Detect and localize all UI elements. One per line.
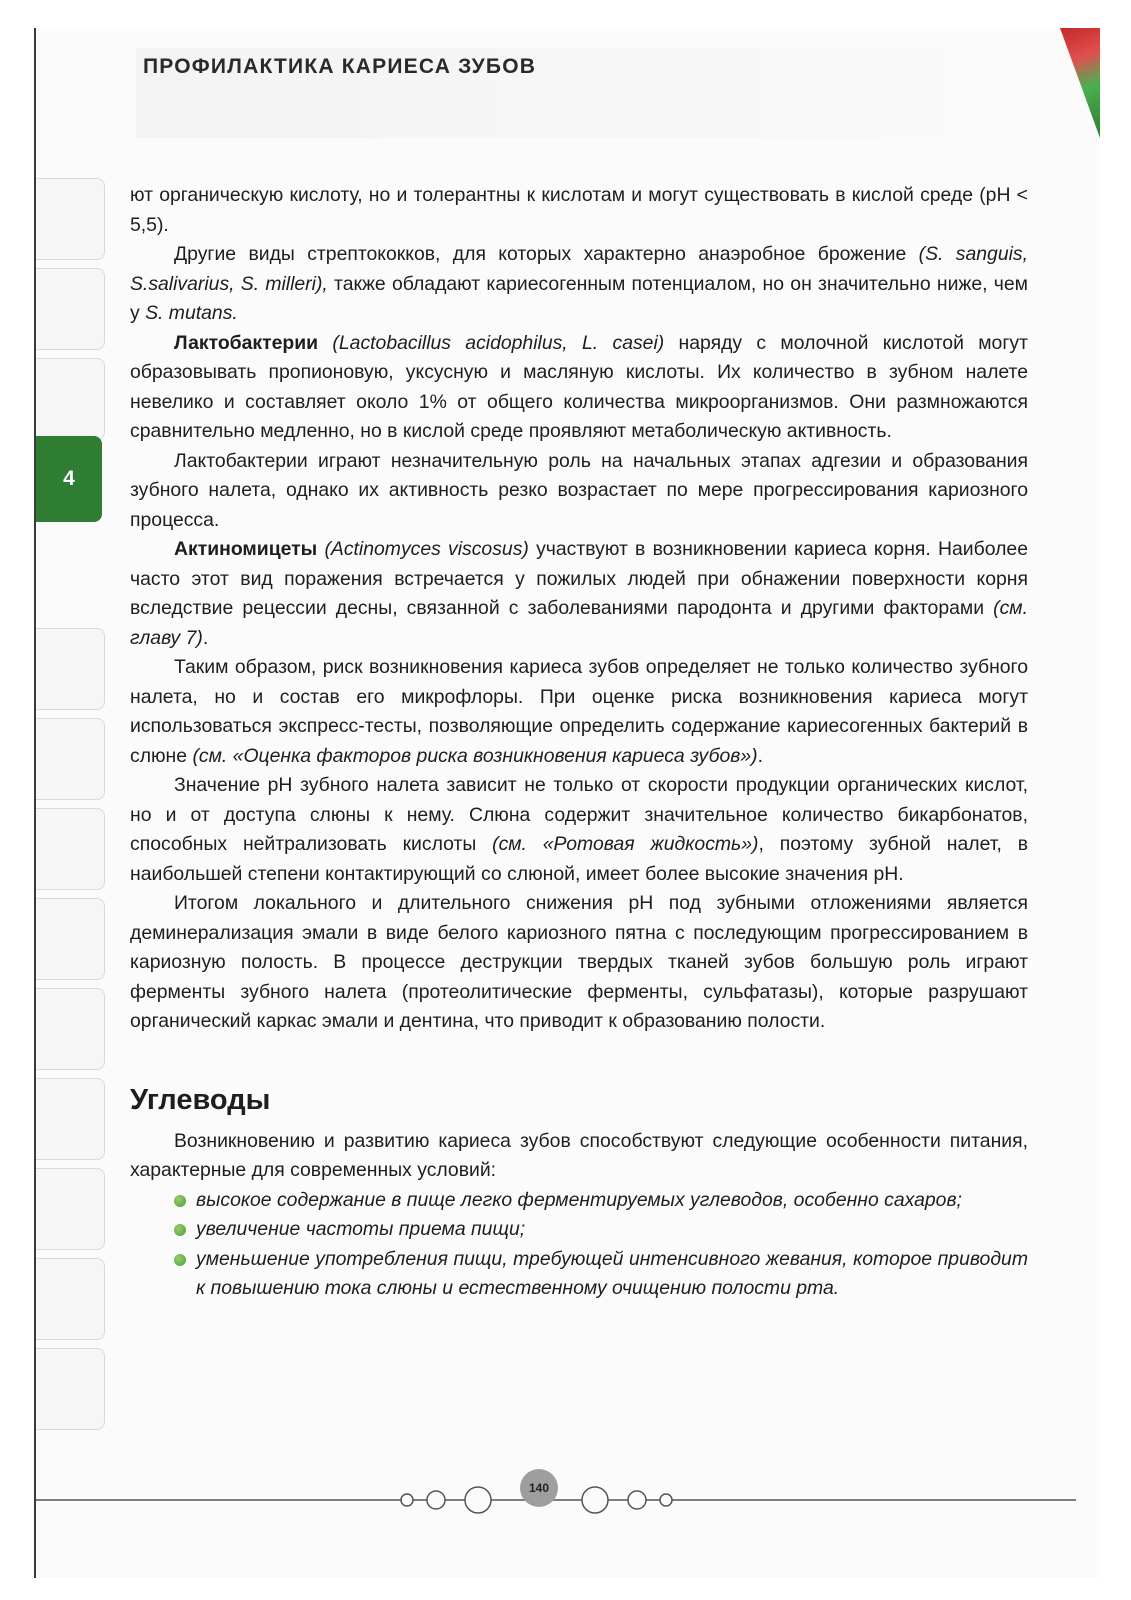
thumb-tab <box>36 808 105 890</box>
text-run: Таким образом, риск возникновения кариеса зубов определяет не только количество зубного налета, но и состав его микрофлоры. При оценке риска возникновения кариеса могут использоваться экспресс-тесты, позволяющие определить содержание кариесогенных бактерий в слюне <box>130 656 1028 767</box>
text-run: . <box>757 744 764 767</box>
bullet-dot-icon <box>174 1254 186 1266</box>
text-run: также обладают кариесогенным потенциалом, но он значительно ниже, чем у <box>130 272 1028 324</box>
italic-text: (см. главу 7) <box>130 597 1028 649</box>
section-title: Углеводы <box>130 1083 271 1116</box>
thumb-tab <box>36 898 105 980</box>
bullet-item <box>174 1186 1028 1216</box>
bullet-text: высокое содержание в пище легко ферментируемых углеводов, особенно сахаров; <box>196 1188 962 1211</box>
section-intro: Возникновению и развитию кариеса зубов способствуют следующие особенности питания, характерные для современных условий: <box>130 1129 1028 1181</box>
bullet-item <box>174 1215 1028 1245</box>
paragraph <box>130 240 1028 329</box>
thumb-tab <box>36 1078 105 1160</box>
paragraph <box>130 535 1028 653</box>
text-run: Другие виды стрептококков, для которых характерно анаэробное брожение <box>174 243 919 265</box>
thumb-tab <box>36 1348 105 1430</box>
bullet-text: увеличение частоты приема пищи; <box>196 1218 526 1240</box>
thumb-tab <box>36 1168 105 1250</box>
italic-text: (см. «Ротовая жидкость») <box>492 833 759 855</box>
footer-ornament <box>36 1478 1102 1518</box>
thumb-tab <box>36 628 105 710</box>
main-text <box>130 181 1028 1304</box>
italic-text: S. mutans. <box>145 302 238 324</box>
book-page <box>34 28 1100 1578</box>
italic-text: (Lactobacillus acidophilus, L. casei) <box>332 331 665 354</box>
italic-text: (Actinomyces viscosus) <box>324 538 529 560</box>
text-run: наряду с молочной кислотой могут образовывать пропионовую, уксусную и масляную кислоты. Их количество в зубном налете невелико и составляет около 1% от общего количества микроорганизмов. Они размножаются сравнительно медленно, но в кислой среде проявляют метаболическую активность. <box>130 331 1028 442</box>
paragraph <box>130 447 1028 536</box>
footer-circle <box>660 1494 672 1506</box>
footer-circle <box>427 1491 445 1509</box>
paragraph <box>130 889 1028 1037</box>
bullet-list <box>130 1186 1028 1304</box>
text-run: Итогом локального и длительного снижения рН под зубными отложениями является деминерализация эмали в виде белого кариозного пятна с последующим прогрессированием в кариозную полость. В процессе деструкции твердых тканей зубов большую роль играют ферменты зубного налета (протеолитические ферменты, сульфатазы), которые разрушают органический каркас эмали и дентина, что приводит к образованию полости. <box>130 892 1028 1032</box>
text-run: Значение рН зубного налета зависит не только от скорости продукции органических кислот, но и от доступа слюны к нему. Слюна содержит значительное количество бикарбонатов, способных нейтрализовать кислоты <box>130 774 1028 855</box>
footer-circle <box>401 1494 413 1506</box>
footer-circle <box>465 1487 491 1513</box>
italic-text: (S. sanguis, S.salivarius, S. milleri), <box>130 243 1029 295</box>
text-run: , поэтому зубной налет, в наибольшей степени контактирующий со слюной, имеет более высокие значения рН. <box>130 833 1028 885</box>
thumb-tab <box>36 718 105 800</box>
paragraph <box>130 653 1028 771</box>
paragraph <box>130 771 1028 889</box>
bold-term: Актиномицеты <box>174 538 318 560</box>
chapter-tab: 4 <box>36 436 102 522</box>
italic-text: (см. «Оценка факторов риска возникновения кариеса зубов») <box>192 744 758 767</box>
thumb-tab <box>36 178 105 260</box>
paragraph <box>130 181 1028 240</box>
text-run <box>318 332 332 354</box>
bullet-dot-icon <box>174 1195 186 1207</box>
bullet-dot-icon <box>174 1224 186 1236</box>
bullet-item <box>174 1245 1028 1304</box>
paragraph <box>130 329 1028 447</box>
text-run: Лактобактерии играют незначительную роль на начальных этапах адгезии и образования зубного налета, однако их активность резко возрастает по мере прогрессирования кариозного процесса. <box>130 449 1028 531</box>
text-run: ют органическую кислоту, но и толерантны к кислотам и могут существовать в кислой среде (рН < 5,5). <box>130 184 1028 236</box>
bold-term: Лактобактерии <box>174 331 319 354</box>
bullet-text: уменьшение употребления пищи, требующей интенсивного жевания, которое приводит к повышению тока слюны и естественному очищению полости рта. <box>196 1247 1028 1299</box>
thumb-tab <box>36 358 105 440</box>
running-head: ПРОФИЛАКТИКА КАРИЕСА ЗУБОВ <box>143 55 537 78</box>
thumb-tab <box>36 1258 105 1340</box>
paragraph-list <box>130 181 1028 1037</box>
text-run: участвуют в возникновении кариеса корня. Наиболее часто этот вид поражения встречается у пожилых людей при обнажении поверхности корня вследствие рецессии десны, связанной с заболеваниями пародонта и другими факторами <box>130 538 1028 619</box>
footer-circle <box>628 1491 646 1509</box>
footer-circle <box>582 1487 608 1513</box>
thumb-tab <box>36 268 105 350</box>
text-run: . <box>202 626 209 649</box>
thumb-tab <box>36 988 105 1070</box>
page-number: 140 <box>520 1469 558 1507</box>
